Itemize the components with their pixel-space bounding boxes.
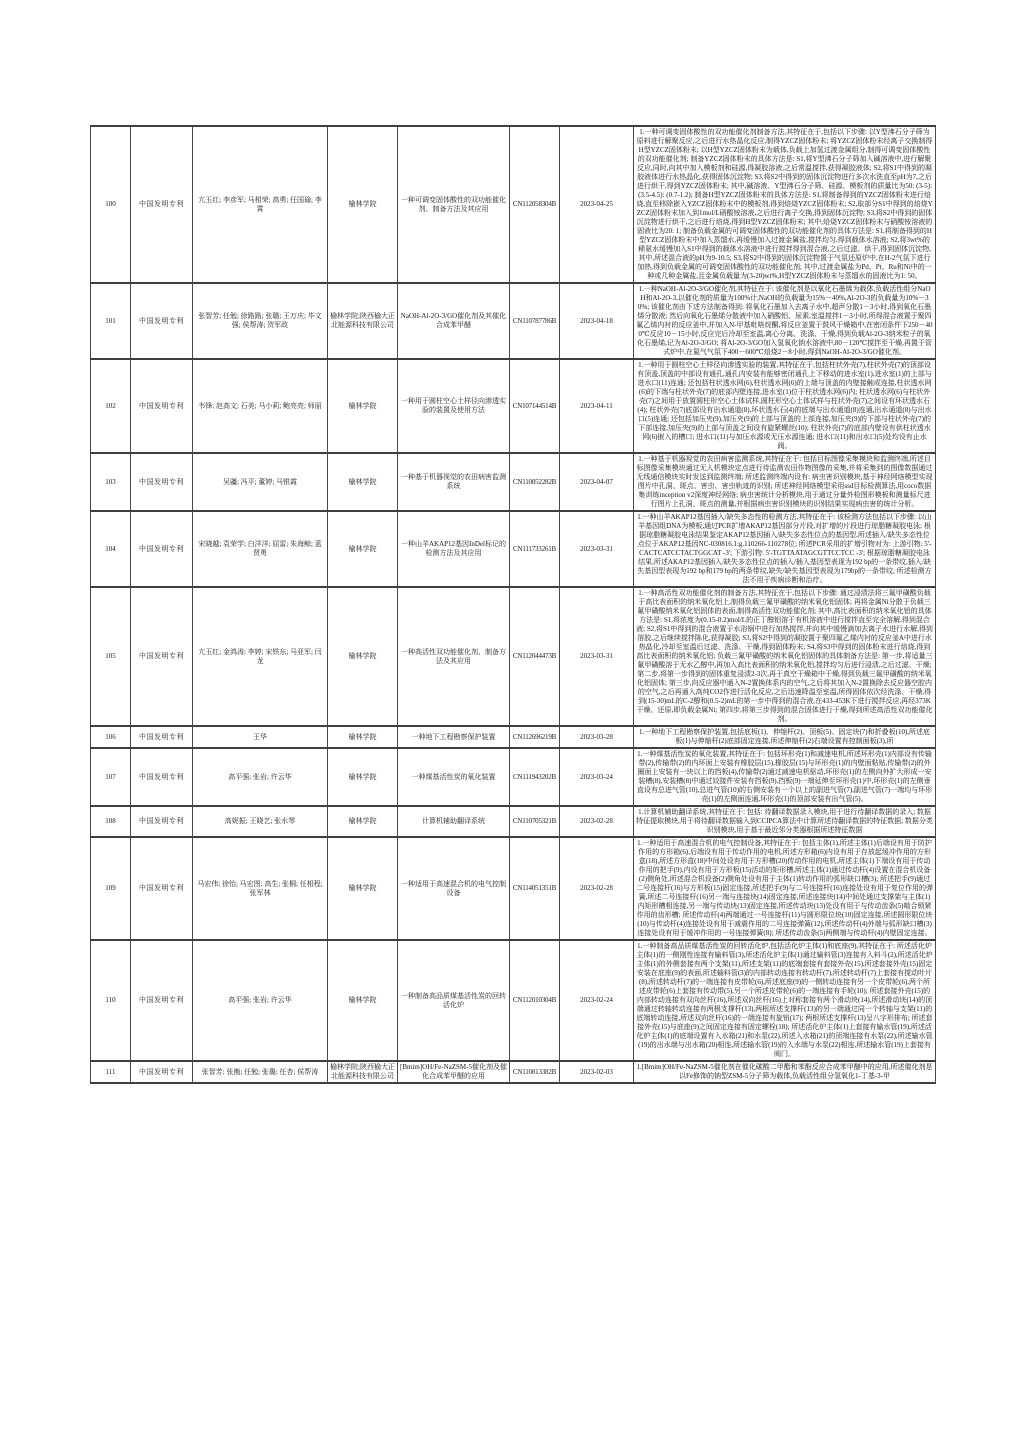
patent-table-body — [91, 126, 936, 1083]
institution-cell: 榆林学院 — [328, 748, 398, 806]
patent-title-cell: 一种用于圆柱空心土样径向渗透实验的装置及使用方法 — [398, 359, 510, 453]
patent-row — [91, 283, 936, 359]
patent-row — [91, 587, 936, 726]
inventors-cell: 高平强; 张岩; 许云华 — [193, 940, 328, 1061]
patent-type-cell: 中国发明专利 — [131, 726, 193, 748]
patent-type-cell: 中国发明专利 — [131, 359, 193, 453]
patent-type-cell: 中国发明专利 — [131, 806, 193, 837]
patent-row — [91, 453, 936, 511]
patent-title-cell: 一种适用于高速混合机的电气控制设备 — [398, 837, 510, 940]
row-number-cell: 109 — [91, 837, 131, 940]
patent-number-cell: CN114051351B — [510, 837, 560, 940]
patent-number-cell: CN110852282B — [510, 453, 560, 511]
patent-type-cell: 中国发明专利 — [131, 837, 193, 940]
patent-number-cell: CN110787786B — [510, 283, 560, 359]
patent-row — [91, 806, 936, 837]
grant-date-cell: 2023-04-25 — [560, 126, 634, 283]
row-number-cell: 110 — [91, 940, 131, 1061]
patent-row — [91, 359, 936, 453]
inventors-cell: 吴疆; 冯平; 董婷; 马银霞 — [193, 453, 328, 511]
claim-text-cell: 1.一种可调变固体酸性的双功能催化剂制备方法,其特征在于,包括以下步骤: 以Y型沸石分子筛为原料进行解聚反应,之后进行水热晶化反应,制得YZCZ固体粉末; 将YZCZ固体粉末经离子交换制得H型YZCZ固体粉末; 以H型YZCZ固体粉末为载体,负载上加氢过渡金属组分,制得可调变固体酸性的双功能催化剂; 制备YZCZ固体粉末的具体方法是: S1,将Y型沸石分子筛加入碱溶液中,进行解聚反应,同时,向其中加入模板剂和硅源,得凝胶溶液,之后常温搅拌,获得凝胶液体; S2,将S1中得到的凝胶液体进行水热晶化,获得固体沉淀物; S3,将S2中得到的固体沉淀物进行多次水洗直至pH为7,之后进行烘干,得到YZCZ固体粉末; 其中,碱溶液、Y型沸石分子筛、硅源、模板剂的质量比为50: (3-5): (3.5-4.5): (0.7-1.2); 制备H型YZCZ固体粉末的具体方法是: S1,将制备得到的YZCZ固体粉末进行焙烧,直至移除嵌入YZCZ固体粉末中的模板剂,得到焙烧YZCZ固体粉末; S2,取部分S1中得到的焙烧YZCZ固体粉末加入到1mol/L硝酸铵溶液,之后进行离子交换,得到固体沉淀物; S3,将S2中得到的固体沉淀物进行烘干,之后进行焙烧,得到H型YZCZ固体粉末; 其中,焙烧YZCZ固体粉末与硝酸铵溶液的固液比为20: 1; 制备负载金属的可调变固体酸性的双功能催化剂的具体方法是: S1,将制备得到的H型YZCZ固体粉末中加入蒸馏水,再缓慢加入过渡金属盐,搅拌均匀,得到载体水溶液; S2,将3wt%的稀氨水缓慢加入S1中得到的载体水溶液中进行搅拌得到混合液,之后过滤、烘干,得到固体沉淀物,其中,所述混合液的pH为9-10.5; S3,将S2中得到的固体沉淀物置于气氛还原炉中,在H-2气氛下进行加热,得到负载金属的可调变固体酸性的双功能催化剂; 其中,过渡金属盐为Pd、Pt、Ru和Ni中的一种或几种金属盐,且金属负载量为(3-20)wt%,H型YZCZ固体粉末与蒸馏水的固液比为1: 50。 — [634, 126, 936, 283]
row-number-cell: 105 — [91, 587, 131, 726]
institution-cell: 榆林学院;陕西榆大正北能源科技有限公司 — [328, 283, 398, 359]
patent-title-cell: 一种山羊AKAP12基因InDel标记的检测方法及其应用 — [398, 511, 510, 587]
claim-text-cell: 1.一种高活性双功能催化剂的制备方法,其特征在于,包括以下步骤: 通过浸渍法将三氟甲磺酸负载于高比表面积的纳米氧化铝上,制得负载三氟甲磺酸的纳米氧化铝固体; 再将金属Ni分散于负载三氟甲磺酸纳米氧化铝固体的表面,制得高活性双功能催化剂; 其中,高比表面积的纳米氧化铝的具体方法是: S1,将浓度为(0.15-0.2)mol/L的正丁醇铝溶于有机溶液中进行搅拌直至完全溶解,得到混合液; S2,将S1中得到的混合液置于水浴锅中进行加热搅拌,并向其中缓慢滴加去离子水进行水解,得到溶胶,之后继续搅拌陈化,获得凝胶; S3,将S2中得到的凝胶置于聚四氟乙烯内衬的反应釜A中进行水热晶化,冷却至室温后过滤、洗涤、干燥,得到固体粉末; S4,将S3中得到的固体粉末进行焙烧,得到高比表面积的纳米氧化铝; 负载三氟甲磺酸的纳米氧化铝固体的具体制备方法是: 第一步,将适量三氟甲磺酸溶于无水乙醇中,再加入高比表面积的纳米氧化铝,搅拌均匀后进行浸渍,之后过滤、干燥; 第二步,将第一步得到的固体重复浸渍2-3次,再于真空干燥箱中干燥,得到负载三氟甲磺酸的纳米氧化铝固体; 第三步,向反应器中通入N-2置换体系内的空气,之后将其加入N-2置换除去反应器空腔内的空气,之后再通入高纯CO2作进行活化反应,之后迅速降温至室温,所得固体依次经洗涤、干燥,得到(15-30)mL的C-2醇和(0.5-2)mL的第一步中得到的混合液,在433-453K下进行搅拌反应,再经373K干燥、还原,即负载金属Ni; 第四步,将第三步得到的混合固体进行干燥,得到所述高活性双功能催化剂。 — [634, 587, 936, 726]
patent-row — [91, 511, 936, 587]
row-number-cell: 104 — [91, 511, 131, 587]
patent-type-cell: 中国发明专利 — [131, 453, 193, 511]
institution-cell: 榆林学院 — [328, 453, 398, 511]
row-number-cell: 106 — [91, 726, 131, 748]
patent-title-cell: 一种制备高品质煤基活性炭的回转活化炉 — [398, 940, 510, 1061]
inventors-cell: 张智芳; 任勉; 徐路路; 张璐; 王万庆; 毕文强; 侯帮涛; 贺军政 — [193, 283, 328, 359]
patent-type-cell: 中国发明专利 — [131, 1061, 193, 1083]
patent-number-cell: CN107144514B — [510, 359, 560, 453]
claim-text-cell: 1.一种NaOH-Al-2O-3/GO催化剂,其特征在于: 该催化剂是以氧化石墨烯为载体,负载活性组分NaOH和Al-2O-3,以催化剂的质量为100%计,NaOH的负载量为15%－40%,Al-2O-3的负载量为10%－30%; 该催化剂由下述方法制备得到: 将氧化石墨加入去离子水中,超声分散1－3小时,得到氧化石墨烯分散液; 然后向氧化石墨烯分散液中加入硝酸铝、尿素,室温搅拌1－3小时,所得混合液置于聚四氟乙烯内衬的反应釜中,并加入N-甲基吡咯烷酮,将反应釜置于鼓风干燥箱中,在密闭条件下250－400℃反应10－15小时,反应完后冷却至室温,离心分离、洗涤、干燥,得到负载Al-2O-3纳米粒子的氧化石墨烯,记为Al-2O-3/GO; 将Al-2O-3/GO加入氢氧化钠水溶液中,80－120℃搅拌至干燥,再置于管式炉中,在氮气气氛下400－600℃焙烧2－8小时,得到NaOH-Al-2O-3/GO催化剂。 — [634, 283, 936, 359]
institution-cell: 榆林学院 — [328, 126, 398, 283]
patent-title-cell: 一种地下工程勘察保护装置 — [398, 726, 510, 748]
grant-date-cell: 2023-02-28 — [560, 806, 634, 837]
institution-cell: 榆林学院 — [328, 837, 398, 940]
patent-type-cell: 中国发明专利 — [131, 748, 193, 806]
claim-text-cell: 1.计算机辅助翻译系统,其特征在于: 包括: 待翻译数据录入模块,用于进行待翻译数据的录入; 数据特征提取模块,用于将待翻译数据输入到CCIPCA算法中计算所述待翻译数据的特征数据; 数据分类识别模块,用于基于最近邻分类器根据所述特征数据 — [634, 806, 936, 837]
patent-number-cell: CN112058304B — [510, 126, 560, 283]
patent-table — [90, 125, 936, 1084]
row-number-cell: 101 — [91, 283, 131, 359]
inventors-cell: 高妮振; 王晓艺; 张水琴 — [193, 806, 328, 837]
patent-title-cell: 一种可调变固体酸性的双功能催化剂、制备方法及其应用 — [398, 126, 510, 283]
grant-date-cell: 2023-03-31 — [560, 587, 634, 726]
row-number-cell: 102 — [91, 359, 131, 453]
row-number-cell: 103 — [91, 453, 131, 511]
claim-text-cell: 1.一种煤基活性炭的氧化装置,其特征在于: 包括环形壳(1)和减速电机,所述环形壳(1)内部设有传输带(2),传输带(2)的内环面上安装有橡胶层(15),橡胶层(15)与环形壳(1)的内壁面粘贴,传输带(2)的外圈面上安装有一块以上的挡板(4),传输带(2)通过减速电机驱动,环形壳(1)的左侧向外扩大形成一安装槽(8),安装槽(8)中通过铰接件安装有挡板(9),挡板(9)一端延伸至环形壳(1)中,环形壳(1)的左侧垂直设有总进气管(10),总进气管(10)的右侧安装有一个以上的副进气管(7),副进气管(7)一端均与环形壳(1)的左侧面连通,环形壳(1)的顶部安装有出气管(5)。 — [634, 748, 936, 806]
patent-number-cell: CN111943202B — [510, 748, 560, 806]
row-number-cell: 108 — [91, 806, 131, 837]
patent-type-cell: 中国发明专利 — [131, 940, 193, 1061]
patent-row — [91, 126, 936, 283]
patent-title-cell: 一种高活性双功能催化剂、制备方法及其应用 — [398, 587, 510, 726]
row-number-cell: 111 — [91, 1061, 131, 1083]
institution-cell: 榆林学院 — [328, 511, 398, 587]
grant-date-cell: 2023-04-18 — [560, 283, 634, 359]
row-number-cell: 100 — [91, 126, 131, 283]
patent-row — [91, 1061, 936, 1083]
patent-title-cell: 一种煤基活性炭的氧化装置 — [398, 748, 510, 806]
patent-number-cell: CN110705321B — [510, 806, 560, 837]
patent-number-cell: CN112044473B — [510, 587, 560, 726]
grant-date-cell: 2023-03-28 — [560, 726, 634, 748]
inventors-cell: 马宏伟; 徐怡; 马宏图; 高生; 张桐; 任相程; 张军林 — [193, 837, 328, 940]
patent-row — [91, 837, 936, 940]
grant-date-cell: 2023-02-28 — [560, 837, 634, 940]
patent-number-cell: CN111733261B — [510, 511, 560, 587]
patent-title-cell: 计算机辅助翻译系统 — [398, 806, 510, 837]
claim-text-cell: 1.一种适用于高速混合机的电气控制设备,其特征在于: 包括主体(1),所述主体(1)后端设有用于防护作用的方形箱(6),后端设有用于传动作用的电机,所述方形箱(6)内设有用于存放起缓冲作用的方形盒(18),所述方形盒(18)中间处设有用于方形槽(20)传动作用的电机,所述主体(1)下端设有用于传动作用的把手(9),内设有用于方形板(15)活动的矩形槽,所述主体(1)通过传动杆(4)设置在混合机设备(2)侧角处,所述混合机设备(2)侧角处设有用于主体(1)转动作用的弧形缺口槽(3); 所述把手(9)通过二号连接杆(16)与方形板(15)固定连接,所述把手(9)与二号连接杆(16)连接处设有用于复位作用的弹簧,所述二号连接杆(16)另一端与连接块(14)固定连接,所述连接块(14)中间处通过支撑架与主体(1)内矩形槽相连接,另一端与传动块(13)固定连接,所述传动块(13)处设有用于与传动齿条(5)啮合锁紧作用的齿形槽; 所述传动杆(4)两端通过一号连接杆(11)与圆形限位块(10)固定连接,所述圆形限位块(10)与传动杆(4)连接处设有用于减震作用的二号连接弹簧(12),所述传动杆(4)外端与弧形缺口槽(3)连接处设有用于缓冲作用的一号连接弹簧(8); 所述传动齿条(5)两侧端与传动杆(4)内壁固定连接。 — [634, 837, 936, 940]
grant-date-cell: 2023-03-24 — [560, 748, 634, 806]
row-number-cell: 107 — [91, 748, 131, 806]
inventors-cell: 韦锋; 赵高文; 石美; 马小莉; 鲍亮亮; 师丽 — [193, 359, 328, 453]
institution-cell: 榆林学院 — [328, 940, 398, 1061]
patent-number-cell: CN110813382B — [510, 1061, 560, 1083]
patent-type-cell: 中国发明专利 — [131, 126, 193, 283]
inventors-cell: 张智芳; 张衡; 任勉; 张璐; 任杏; 侯帮涛 — [193, 1061, 328, 1083]
institution-cell: 榆林学院;陕西榆大正北能源科技有限公司 — [328, 1061, 398, 1083]
inventors-cell: 亢玉红; 金鸿涛; 李婷; 宋铁东; 马亚军; 闫龙 — [193, 587, 328, 726]
institution-cell: 榆林学院 — [328, 359, 398, 453]
patent-title-cell: 一种基于机器视觉的农田病害监测系统 — [398, 453, 510, 511]
grant-date-cell: 2023-04-11 — [560, 359, 634, 453]
claim-text-cell: 1.一种地下工程勘察保护装置,包括底板(1)、伸缩杆(2)、顶板(5)、固定块(7)和折叠板(10),所述底板(1)与伸缩杆(2)底部固定连接,所述伸缩杆(2)右端设置有控制面板(3),所 — [634, 726, 936, 748]
patent-number-cell: CN112010304B — [510, 940, 560, 1061]
institution-cell: 榆林学院 — [328, 587, 398, 726]
grant-date-cell: 2023-02-03 — [560, 1061, 634, 1083]
patent-title-cell: [Bmim]OH/Fe-NaZSM-5催化剂及催化合成苯甲醚的应用 — [398, 1061, 510, 1083]
patent-title-cell: NaOH-Al-2O-3/GO催化剂及其催化合成苯甲醚 — [398, 283, 510, 359]
institution-cell: 榆林学院 — [328, 806, 398, 837]
patent-row — [91, 940, 936, 1061]
inventors-cell: 高平强; 张岩; 许云华 — [193, 748, 328, 806]
patent-row — [91, 726, 936, 748]
patent-row — [91, 748, 936, 806]
grant-date-cell: 2023-03-31 — [560, 511, 634, 587]
patent-number-cell: CN112696219B — [510, 726, 560, 748]
claim-text-cell: 1.一种制备高品质煤基活性炭的回转活化炉,包括活化炉主体(1)和底座(9),其特征在于: 所述活化炉主体(1)的一侧刚性连接有输料管(3),所述活化炉主体(1)通过输料管(3)连接有入料斗(2),所述活化炉主体(1)的外侧套接有两个支架(11),所述支架(11)的底端套接有套接外壳(15),所述套接外壳(15)固定安装在底座(9)的表面,所述输料管(3)的内部转动连接有转动杆(7),所述转动杆(7)上套接有搅动叶片(8),所述转动杆(7)的一端连接有皮带轮(6),所述底座(9)的一侧转动连接有另一个皮带轮(6),两个所述皮带轮(6)上套接有传动带(5),另一个所述皮带轮(6)的一端连接有手轮(10); 所述套接外壳(15)的内部转动连接有双向丝杆(16),所述双向丝杆(16)上对称套接有两个滑动块(14),所述滑动块(14)的顶端通过转轴转动连接有两根支撑杆(13),两根所述支撑杆(13)的另一端通过同一个转轴与支架(11)的底端转动连接,所述双向丝杆(16)的一端连接有旋钮(17); 两根所述支撑杆(13)呈八字形排布; 所述套接外壳(15)与底座(9)之间固定连接有固定螺栓(18); 所述活化炉主体(1)上套接有输水管(19),所述活化炉主体(1)的底端设置有入水箱(21)和水泵(22),所述入水箱(21)的顶端连接有水泵(22),所述输水管(19)的出水端与出水箱(20)相连,所述输水管(19)的入水端与水泵(22)相连,所述输水管(19)上套接有阀门。 — [634, 940, 936, 1061]
claim-text-cell: 1.一种山羊AKAP12基因插入/缺失多态性的检测方法,其特征在于: 该检测方法包括以下步骤: 以山羊基因组DNA为模板,通过PCR扩增AKAP12基因部分片段,对扩增的片段进行琼脂糖凝胶电泳; 根据琼脂糖凝胶电泳结果鉴定AKAP12基因插入/缺失多态性位点的基因型,所述插入/缺失多态性位点位于AKAP12基因NC-030816.1:g.110266-110278位; 所述PCR采用的扩增引物对为: 上游引物: 5'-CACTCATCCTACTGGCAT -3'; 下游引物: 5'-TGTTAATAGCGTTCCTCC -3'; 根据琼脂糖凝胶电泳结果,所述AKAP12基因插入/缺失多态性位点的插入/插入基因型表现为192 bp的一条带纹,插入/缺失基因型表现为192 bp和179 bp的两条带纹,缺失/缺失基因型表现为179bp的一条带纹; 所述检测方法不用于疾病诊断和治疗。 — [634, 511, 936, 587]
inventors-cell: 王华 — [193, 726, 328, 748]
grant-date-cell: 2023-02-24 — [560, 940, 634, 1061]
claim-text-cell: 1.[Bmim]OH/Fe-NaZSM-5催化剂在催化碳酸二甲酯和苯酚反应合成苯甲醚中的应用,所述催化剂是以Fe修饰的钠型ZSM-5分子筛为载体,负载活性组分氢氧化1-丁基-3-甲 — [634, 1061, 936, 1083]
inventors-cell: 亢玉红; 李彦军; 马相荣; 高勇; 任国瑜; 李霄 — [193, 126, 328, 283]
patent-type-cell: 中国发明专利 — [131, 511, 193, 587]
patent-type-cell: 中国发明专利 — [131, 587, 193, 726]
institution-cell: 榆林学院 — [328, 726, 398, 748]
inventors-cell: 宋晓越; 袁荣学; 白洋洋; 屈雷; 朱海鲸; 蓝贤勇 — [193, 511, 328, 587]
patent-type-cell: 中国发明专利 — [131, 283, 193, 359]
claim-text-cell: 1.一种基于机器视觉的农田病害监测系统,其特征在于: 包括目标图像采集模块和监测终端,所述目标图像采集模块通过无人机模块定点进行待监测农田作物图像的采集,并将采集到的图像数据通过无线通信模块实时发送到监测终端; 所述监测终端内设有: 病虫害识别模块,基于神经网络模型实现图片中孔洞、斑点、害虫、害虫轨迹的识别; 所述神经网络模型采用ssd目标检测算法,用coco数据集训练inception v2深度神经网络; 病虫害统计分析模块,用于通过分量外检图形模板和测量标尺进行图片上孔洞、斑点的测量,并根据病虫害识别模块的识别结果实现病虫害的统计分析。 — [634, 453, 936, 511]
grant-date-cell: 2023-04-07 — [560, 453, 634, 511]
claim-text-cell: 1.一种用于圆柱空心土样径向渗透实验的装置,其特征在于,包括柱状外壳(7),柱状外壳(7)的顶部设有顶盖,顶盖的中部设有通孔,通孔内安装有能够密闭通孔上下移动的进水室(1),进水室(1)的上部与进水口(11)连通; 还包括柱状透水网(6),柱状透水网(6)的上端与顶盖的内壁接触或连接,柱状透水网(6)的下端与柱状外壳(7)的底部内壁连接,进水室(1)位于柱状透水网(6)内; 柱状透水网(6)与柱状外壳(7)之间用于放置圆柱形空心土体试样,圆柱形空心土体试样与柱状外壳(7)之间设有环状透水石(4); 柱状外壳(7)底部设有出水通道(8),环状透水石(4)的底端与出水通道(8)连通,出水通道(8)与出水口(5)连通; 还包括加压夹(9),加压夹(9)的上部与顶盖的上部连接,加压夹(9)的下部与柱状外壳(7)的下部连接,加压夹(9)的上部与顶盖之间设有旋紧螺丝(10); 柱状外壳(7)的底部内壁设有供柱状透水网(6)嵌入的槽口; 进水口(11)与加压水源或无压水源连通; 进水口(11)和出水口(5)处均设有止水阀。 — [634, 359, 936, 453]
